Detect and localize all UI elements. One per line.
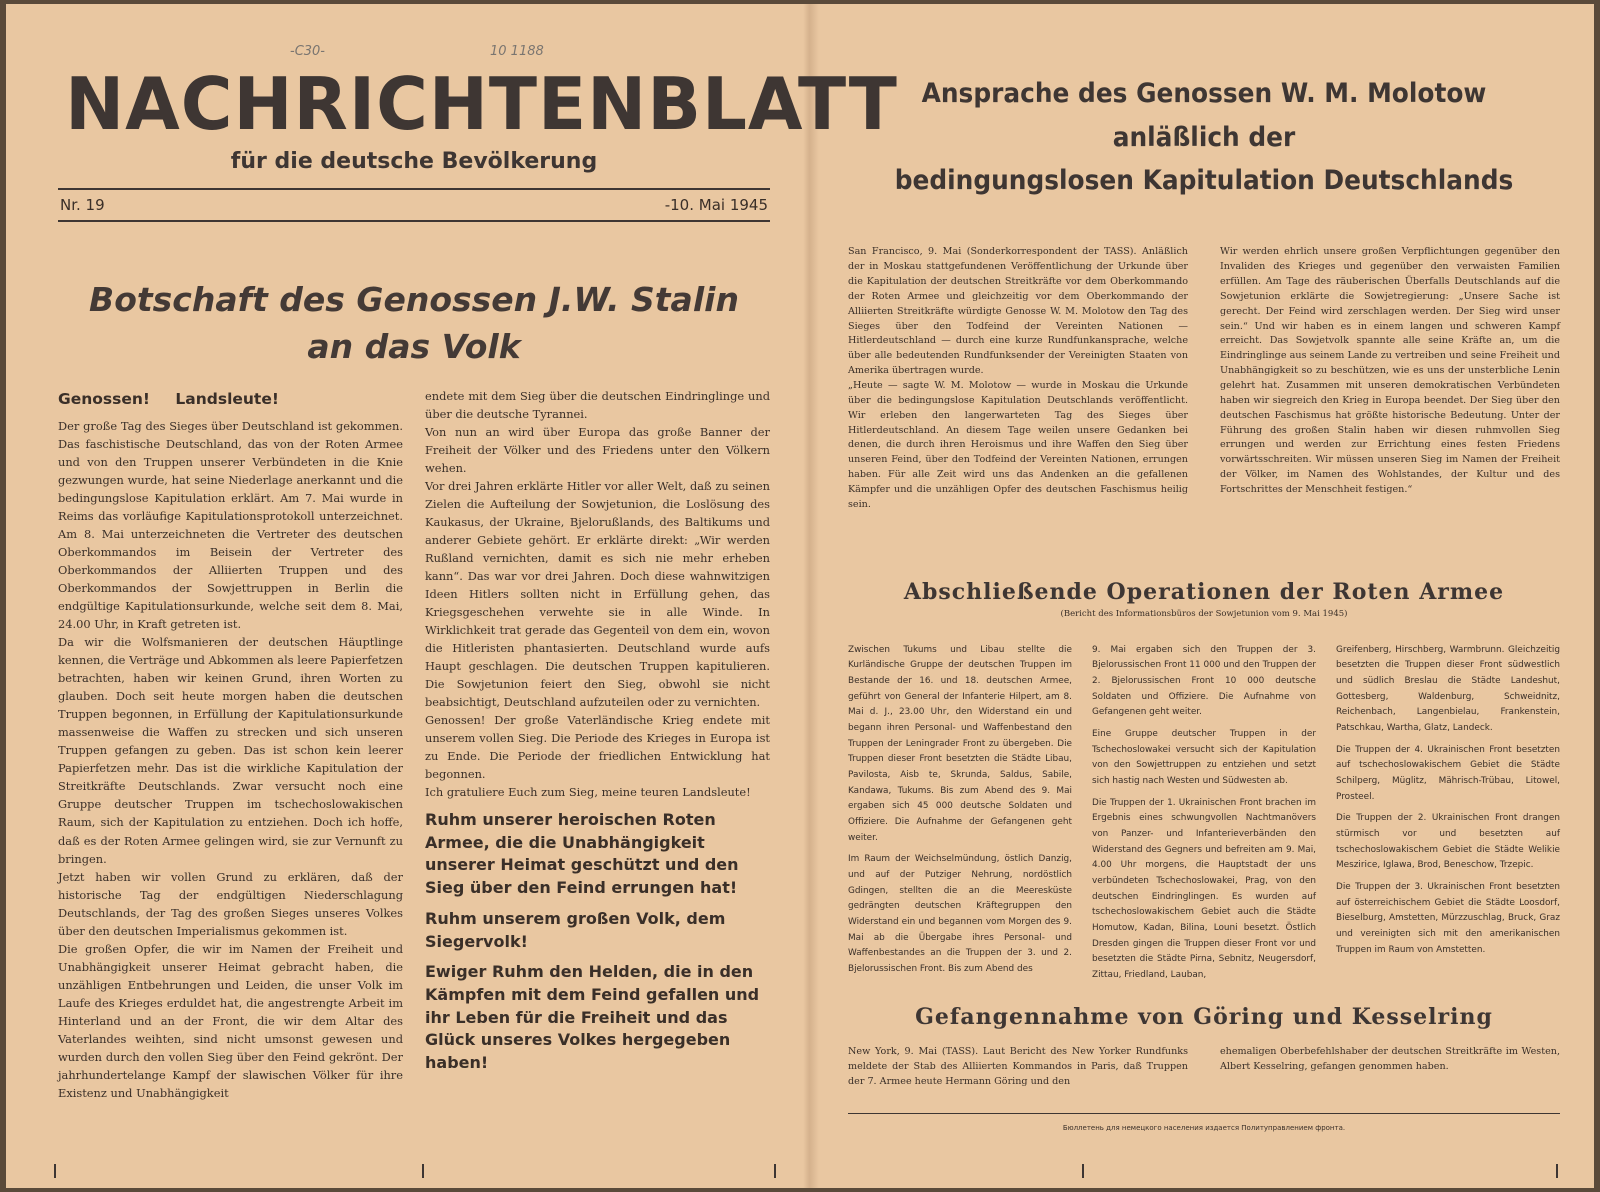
paragraph: Der große Tag des Sieges über Deutschland ist gekommen. Das faschistische Deutschland, das von der Roten Armee und von den Truppen unserer Verbündeten in die Knie gezwungen wurde, hat seine Niederlage anerkannt und die bedingungslose Kapitulation erklärt. Am 7. Mai wurde in Reims das vorläufige Kapitulationsprotokoll unterzeichnet. Am 8. Mai unterzeichneten die Vertreter des deutschen Oberkommandos im Beisein der Vertreter des Oberkommandos der Alliierten Truppen und des Oberkommandos der Sowjettruppen in Berlin die endgültige Kapitulationsurkunde, welche seit dem 8. Mai, 24.00 Uhr, in Kraft getreten ist. [58, 419, 403, 632]
paragraph: Die Truppen der 4. Ukrainischen Front besetzten auf tschechoslowakischem Gebiet die Städte Schilperg, Müglitz, Mährisch-Trübau, Litowel, Prosteel. [1336, 744, 1560, 802]
goering-section [848, 1004, 1560, 1090]
paragraph: Greifenberg, Hirschberg, Warmbrunn. Gleichzeitig besetzten die Truppen dieser Front südwestlich und südlich Breslau die Städte Landeshut, Gottesberg, Waldenburg, Schweidnitz, Reichenbach, Langenbielau, Frankenstein, Patschkau, Wartha, Glatz, Landeck. [1336, 644, 1560, 734]
paragraph: Jetzt haben wir vollen Grund zu erklären, daß der historische Tag der endgültigen Niederschlagung Deutschlands, der Tag des großen Sieges unseres Volkes über den deutschen Imperialismus gekommen ist. [58, 869, 403, 938]
article-column [848, 643, 1072, 990]
article-column [1336, 643, 1560, 990]
article-column: New York, 9. Mai (TASS). Laut Bericht des New Yorker Rundfunks meldete der Stab des Alliierten Kommandos in Paris, daß Truppen der 7. Armee heute Hermann Göring und den [848, 1045, 1188, 1088]
headline-line: bedingungslosen Kapitulation Deutschlands [894, 165, 1514, 197]
section-subtitle: (Bericht des Informationsbüros der Sowjetunion vom 9. Mai 1945) [1060, 608, 1348, 619]
article-column [1220, 245, 1560, 512]
paragraph: „Heute — sagte W. M. Molotow — wurde in Moskau die Urkunde über die bedingungslose Kapitulation Deutschlands veröffentlicht. Wir erleben den langerwarteten Tag des Sieges über Hitlerdeutschland. An diesem Tage weilen unsere Gedanken bei denen, die durch ihren Heroismus und ihre Waffen den Sieg über unseren Feind, über den Todfeind der Vereinten Nationen, errungen haben. Für alle Zeit wird uns das Andenken an die gefallenen Kämpfer und die unzähligen Opfer des deutschen Faschismus heilig sein. [848, 379, 1188, 510]
article-column [1092, 643, 1316, 990]
paragraph: Vor drei Jahren erklärte Hitler vor aller Welt, daß zu seinen Zielen die Aufteilung der Sowjetunion, die Loslösung des Kaukasus, der Ukraine, Bjelorußlands, des Baltikums und anderer Gebiete gehört. Er erklärte direkt: „Wir werden Rußland vernichten, damit es sich nie mehr erheben kann“. Das war vor drei Jahren. Doch diese wahnwitzigen Ideen Hitlers sollten nicht in Erfüllung gehen, das Kriegsgeschehen verwehte sie in alle Winde. In Wirklichkeit trat gerade das Gegenteil von dem ein, wovon die Hitleristen phantasierten. Deutschland wurde aufs Haupt geschlagen. Die deutschen Truppen kapitulieren. Die Sowjetunion feiert den Sieg, obwohl sie nicht beabsichtigt, Deutschland aufzuteilen oder zu vernichten. [425, 478, 770, 709]
left-page [58, 62, 898, 1164]
paragraph: San Francisco, 9. Mai (Sonderkorrespondent der TASS). Anläßlich der in Moskau stattgefundenen Veröffentlichung der Urkunde über die Kapitulation der deutschen Streitkräfte vor dem Oberkommando der Roten Armee und gleichzeitig vor dem Oberkommando der Alliierten Streitkräfte würdigte Genosse W. M. Molotow den Tag des Sieges über den Todfeind der Vereinten Nationen — Hitlerdeutschland — durch eine kurze Rundfunkansprache, welche über alle bedeutenden Rundfunksender der Vereinigten Staaten von Amerika übertragen wurde. [848, 246, 1188, 377]
ruhm-slogan: Ruhm unserem großen Volk, dem Siegervolk! [425, 908, 726, 951]
molotov-headline [876, 72, 1531, 203]
right-page [848, 72, 1560, 1172]
paragraph: Die großen Opfer, die wir im Namen der Freiheit und Unabhängigkeit unserer Heimat gebracht haben, die unzähligen Entbehrungen und Leiden, die unser Volk im Laufe des Krieges erduldet hat, die angestrengte Arbeit im Hinterland und an der Front, die wir dem Altar des Vaterlandes weihten, sind nicht umsonst gewesen und wurden durch den vollen Sieg über den Feind gekrönt. Der jahrhundertelange Kampf der slawischen Völker für ihre Existenz und Unabhängigkeit [58, 941, 403, 1100]
ruhm-slogan: Ruhm unserer heroischen Roten Armee, die die Unabhängigkeit unserer Heimat geschützt und den Sieg über den Feind errungen hat! [425, 810, 739, 898]
issue-bar [58, 188, 770, 222]
article-column [848, 245, 1188, 512]
footer-rule [848, 1113, 1560, 1114]
paragraph: Die Truppen der 1. Ukrainischen Front brachen im Ergebnis eines schwungvollen Nachtmanövers von Panzer- und Infanterieverbänden den Widerstand des Gegners und befreiten am 9. Mai, 4.00 Uhr morgens, die Hauptstadt der uns verbündeten Tschechoslowakei, Prag, von den deutschen Eindringlingen. Es wurden auf tschechoslowakischem Gebiet auch die Städte Homutow, Kadan, Bilina, Louni besetzt. Östlich Dresden gingen die Truppen dieser Front vor und besetzten die Städte Pirna, Sebnitz, Neugersdorf, Zittau, Friedland, Lauban, [1092, 797, 1316, 981]
fold-mark [774, 1164, 776, 1178]
article-column [425, 387, 770, 1102]
ruhm-slogan: Ewiger Ruhm den Helden, die in den Kämpfen mit dem Feind gefallen und ihr Leben für die Freiheit und das Glück unseres Volkes hergegeben haben! [425, 962, 760, 1073]
fold-mark [1082, 1164, 1084, 1178]
fold-mark [422, 1164, 424, 1178]
paragraph: Genossen! Der große Vaterländische Krieg endete mit unserem vollen Sieg. Die Periode des Krieges in Europa ist zu Ende. Die Periode der friedlichen Entwicklung hat begonnen. [425, 712, 770, 781]
pencil-note: 10 1188 [490, 44, 544, 59]
paragraph: Zwischen Tukums und Libau stellte die Kurländische Gruppe der deutschen Truppen im Bestande der 16. und 18. deutschen Armee, geführt von General der Infanterie Hilpert, am 8. Mai d. J., 23.00 Uhr, den Widerstand ein und begann ihren Personal- und Waffenbestand den Truppen der Leningrader Front zu übergeben. Die Truppen dieser Front besetzten die Städte Libau, Pavilosta, Aisb te, Skrunda, Saldus, Sabile, Kandawa, Tukums. Bis zum Abend des 9. Mai ergaben sich 45 000 deutsche Soldaten und Offiziere. Die Aufnahme der Gefangenen geht weiter. [848, 644, 1072, 843]
paragraph: Wir werden ehrlich unsere großen Verpflichtungen gegenüber den Invaliden des Krieges und gegenüber den verwaisten Familien erfüllen. Am Tage des räuberischen Überfalls Deutschlands auf die Sowjetunion erklärte die Sowjetregierung: „Unsere Sache ist gerecht. Der Feind wird zerschlagen werden. Der Sieg wird unser sein.“ Und wir haben es in einem langen und schweren Kampf erreicht. Das Sowjetvolk spannte alle seine Kräfte an, um die Eindringlinge aus seinem Lande zu vertreiben und seine Freiheit und Unabhängigkeit so zu beschützen, wie es uns der unsterbliche Lenin gelehrt hat. Zusammen mit unseren demokratischen Verbündeten haben wir siegreich den Krieg in Europa beendet. Der Sieg über den deutschen Faschismus hat größte historische Bedeutung. Unter der Führung des großen Stalin haben wir diesen ruhmvollen Sieg errungen und werden zur Errichtung eines festen Friedens vorwärtsschreiten. Wir müssen unseren Sieg im Namen der Freiheit der Völker, im Namen des Wohlstandes, der Kultur und des Fortschrittes der Menschheit festigen.“ [1220, 246, 1560, 495]
pencil-note: -C30- [290, 44, 326, 59]
paragraph: Im Raum der Weichselmündung, östlich Danzig, und auf der Putziger Nehrung, nordöstlich Gdingen, stellten die an die Meeresküste gedrängten deutschen Kräftegruppen den Widerstand ein und begannen vom Morgen des 9. Mai ab die Übergabe ihres Personal- und Waffenbestandes an die Truppen der 3. und 2. Bjelorussischen Front. Bis zum Abend des [848, 854, 1072, 975]
paragraph: 9. Mai ergaben sich den Truppen der 3. Bjelorussischen Front 11 000 und den Truppen der 2. Bjelorussischen Front 10 000 deutsche Soldaten und Offiziere. Die Aufnahme von Gefangenen geht weiter. [1092, 644, 1316, 718]
paragraph: Die Truppen der 2. Ukrainischen Front drangen stürmisch vor und besetzten auf tschechoslowakischem Gebiet die Städte Welikie Meszirice, Iglawa, Brod, Beneschow, Trzepic. [1336, 813, 1560, 871]
issue-number: Nr. 19 [60, 195, 105, 214]
section-title: Gefangennahme von Göring und Kesselring [915, 1003, 1493, 1030]
fold-mark [1556, 1164, 1558, 1178]
operations-section [848, 579, 1560, 990]
stalin-article [58, 387, 770, 1102]
masthead-subtitle: für die deutsche Bevölkerung [230, 148, 598, 174]
paragraph: endete mit dem Sieg über die deutschen Eindringlinge und über die deutsche Tyrannei. [425, 388, 770, 421]
masthead-title: NACHRICHTENBLATT [65, 62, 898, 146]
goering-columns [848, 1044, 1560, 1090]
greeting: Genossen! Landsleute! [58, 389, 279, 408]
paragraph: Ich gratuliere Euch zum Sieg, meine teuren Landsleute! [425, 785, 751, 799]
article-column [58, 387, 403, 1102]
section-title: Abschließende Operationen der Roten Armee [903, 578, 1505, 605]
paragraph: Die Truppen der 3. Ukrainischen Front besetzten auf österreichischem Gebiet die Städte Loosdorf, Bieselburg, Amstetten, Mürzzuschlag, Bruck, Graz und vereinigten sich mit den amerikanischen Truppen im Raum von Amstetten. [1336, 882, 1560, 955]
fold-mark [54, 1164, 56, 1178]
molotov-article [848, 245, 1560, 512]
paragraph: Eine Gruppe deutscher Truppen in der Tschechoslowakei versucht sich der Kapitulation von den Sowjettruppen zu entziehen und setzt sich hastig nach Westen und Südwesten ab. [1092, 729, 1316, 787]
headline [58, 276, 770, 371]
paragraph: Von nun an wird über Europa das große Banner der Freiheit der Völker und des Friedens unter den Völkern wehen. [425, 424, 770, 475]
operations-columns [848, 643, 1560, 990]
masthead [58, 62, 898, 174]
headline-line: Botschaft des Genossen J.W. Stalin [89, 279, 739, 319]
newspaper-sheet [6, 4, 1594, 1188]
paragraph: Da wir die Wolfsmanieren der deutschen Häuptlinge kennen, die Verträge und Abkommen als leere Papierfetzen betrachten, haben wir keinen Grund, ihren Worten zu glauben. Doch seit heute morgen haben die deutschen Truppen begonnen, in Erfüllung der Kapitulationsurkunde massenweise die Waffen zu strecken und sich unseren Truppen gefangen zu geben. Das ist schon kein leerer Papierfetzen mehr. Das ist die wirkliche Kapitulation der Streitkräfte Deutschlands. Zwar versucht noch eine Gruppe deutscher Truppen im tschechoslowakischen Raum, sich der Kapitulation zu entziehen. Doch ich hoffe, daß es der Roten Armee gelingen wird, sie zur Vernunft zu bringen. [58, 635, 403, 866]
headline-line: an das Volk [307, 327, 521, 367]
issue-date: -10. Mai 1945 [664, 195, 768, 214]
footer-note: Бюллетень для немецкого населения издается Политуправлением фронта. [1062, 1124, 1346, 1132]
article-column: ehemaligen Oberbefehlshaber der deutschen Streitkräfte im Westen, Albert Kesselring, gefangen genommen haben. [1220, 1045, 1560, 1073]
headline-line: Ansprache des Genossen W. M. Molotow anläßlich der [921, 78, 1487, 153]
